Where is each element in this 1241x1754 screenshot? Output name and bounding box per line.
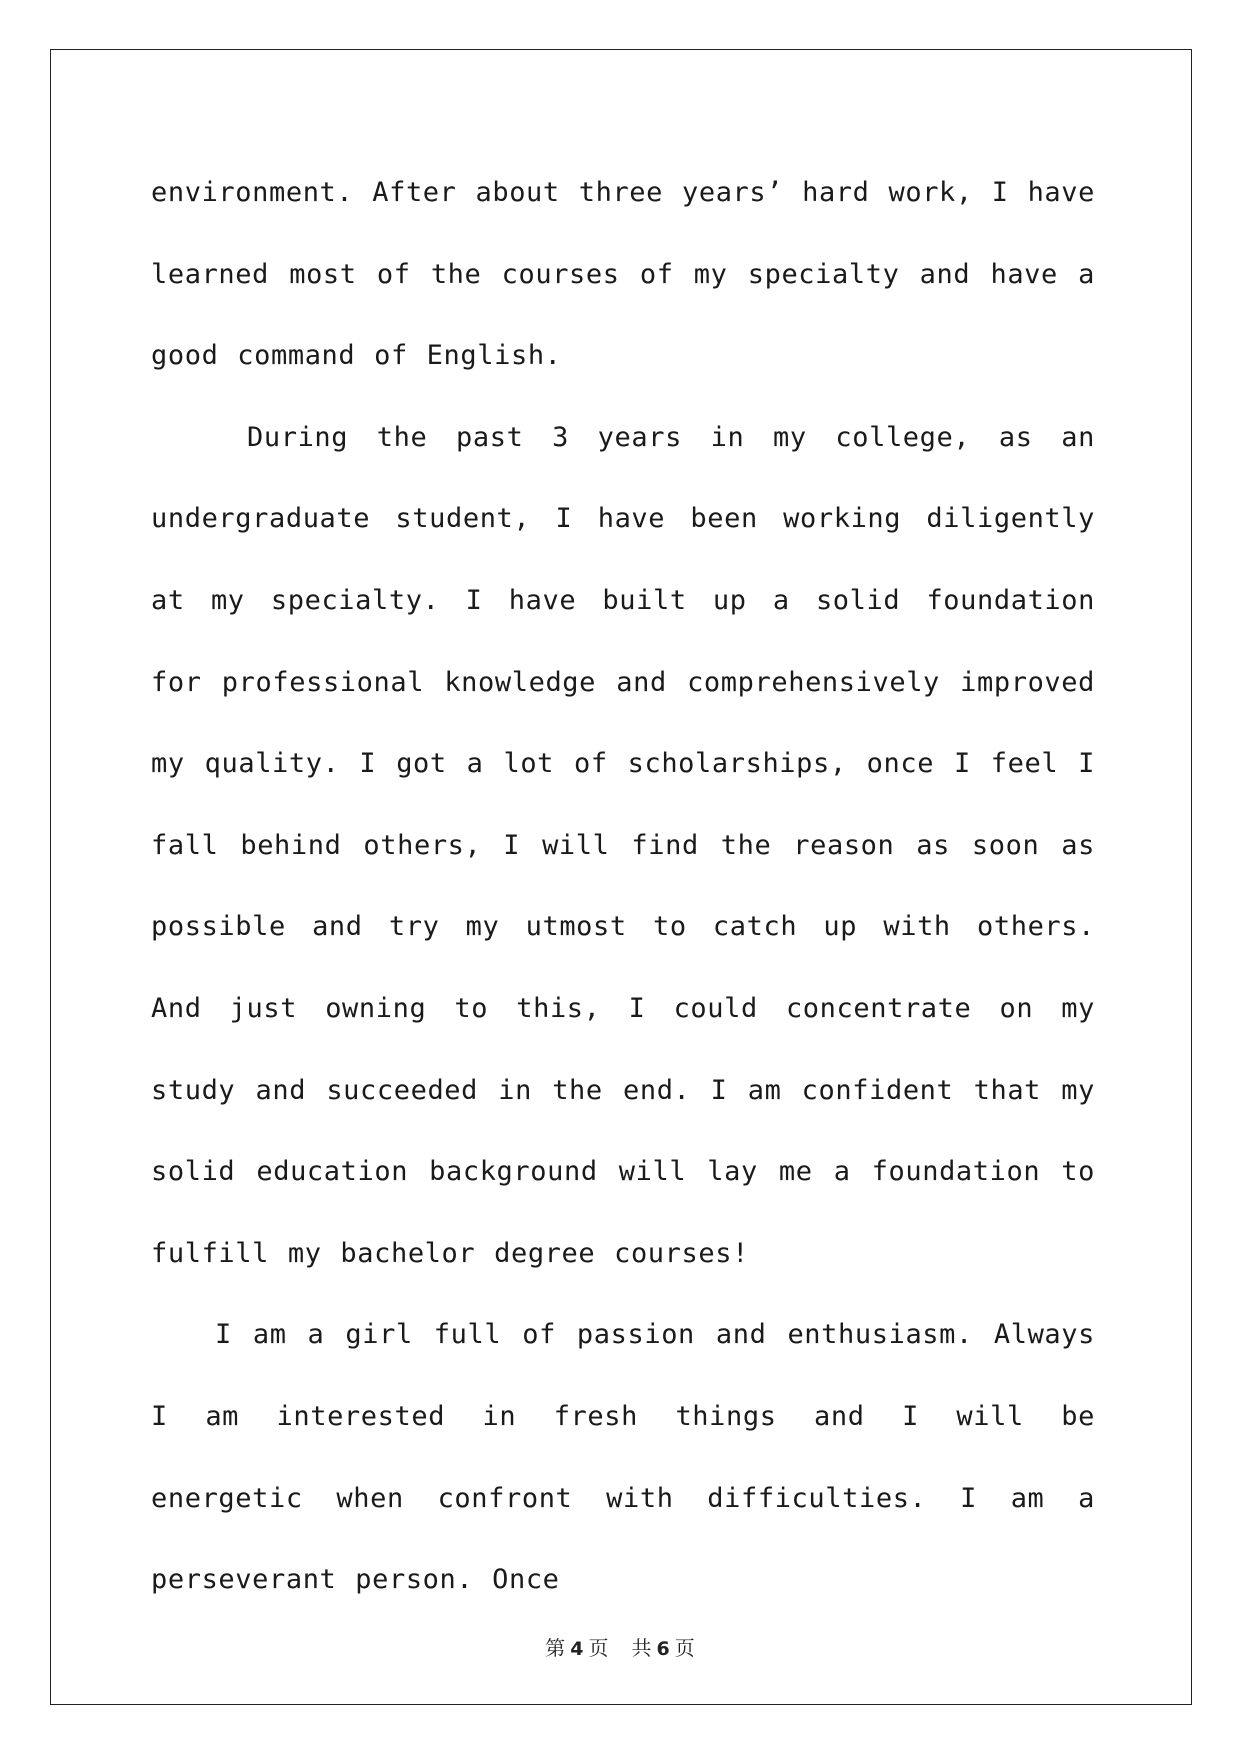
- document-body: [151, 152, 1095, 1621]
- footer-total-pages: 6: [656, 1638, 671, 1660]
- paragraph-college-study: During the past 3 years in my college, as an undergraduate student, I have been working diligently at my specialty. I have built up a solid foundation for professional knowledge and comprehensively improved my quality. I got a lot of scholarships, once I feel I fall behind others, I will find the reason as soon as possible and try my utmost to catch up with others. And just owning to this, I could concentrate on my study and succeeded in the end. I am confident that my solid education background will lay me a foundation to fulfill my bachelor degree courses!: [151, 421, 1095, 1269]
- footer-total-suffix: 页: [674, 1636, 696, 1660]
- footer-page-suffix: 页: [588, 1636, 610, 1660]
- page-footer: [0, 1632, 1241, 1661]
- footer-current-page: 4: [570, 1638, 585, 1660]
- footer-total-prefix: 共: [631, 1636, 653, 1660]
- paragraph-personality: I am a girl full of passion and enthusiasm. Always I am interested in fresh things and I will be energetic when confront with difficulties. I am a perseverant person. Once: [151, 1319, 1095, 1596]
- paragraph-continuation: environment. After about three years’ hard work, I have learned most of the courses of my specialty and have a good command of English.: [151, 177, 1095, 372]
- footer-page-prefix: 第: [545, 1636, 567, 1660]
